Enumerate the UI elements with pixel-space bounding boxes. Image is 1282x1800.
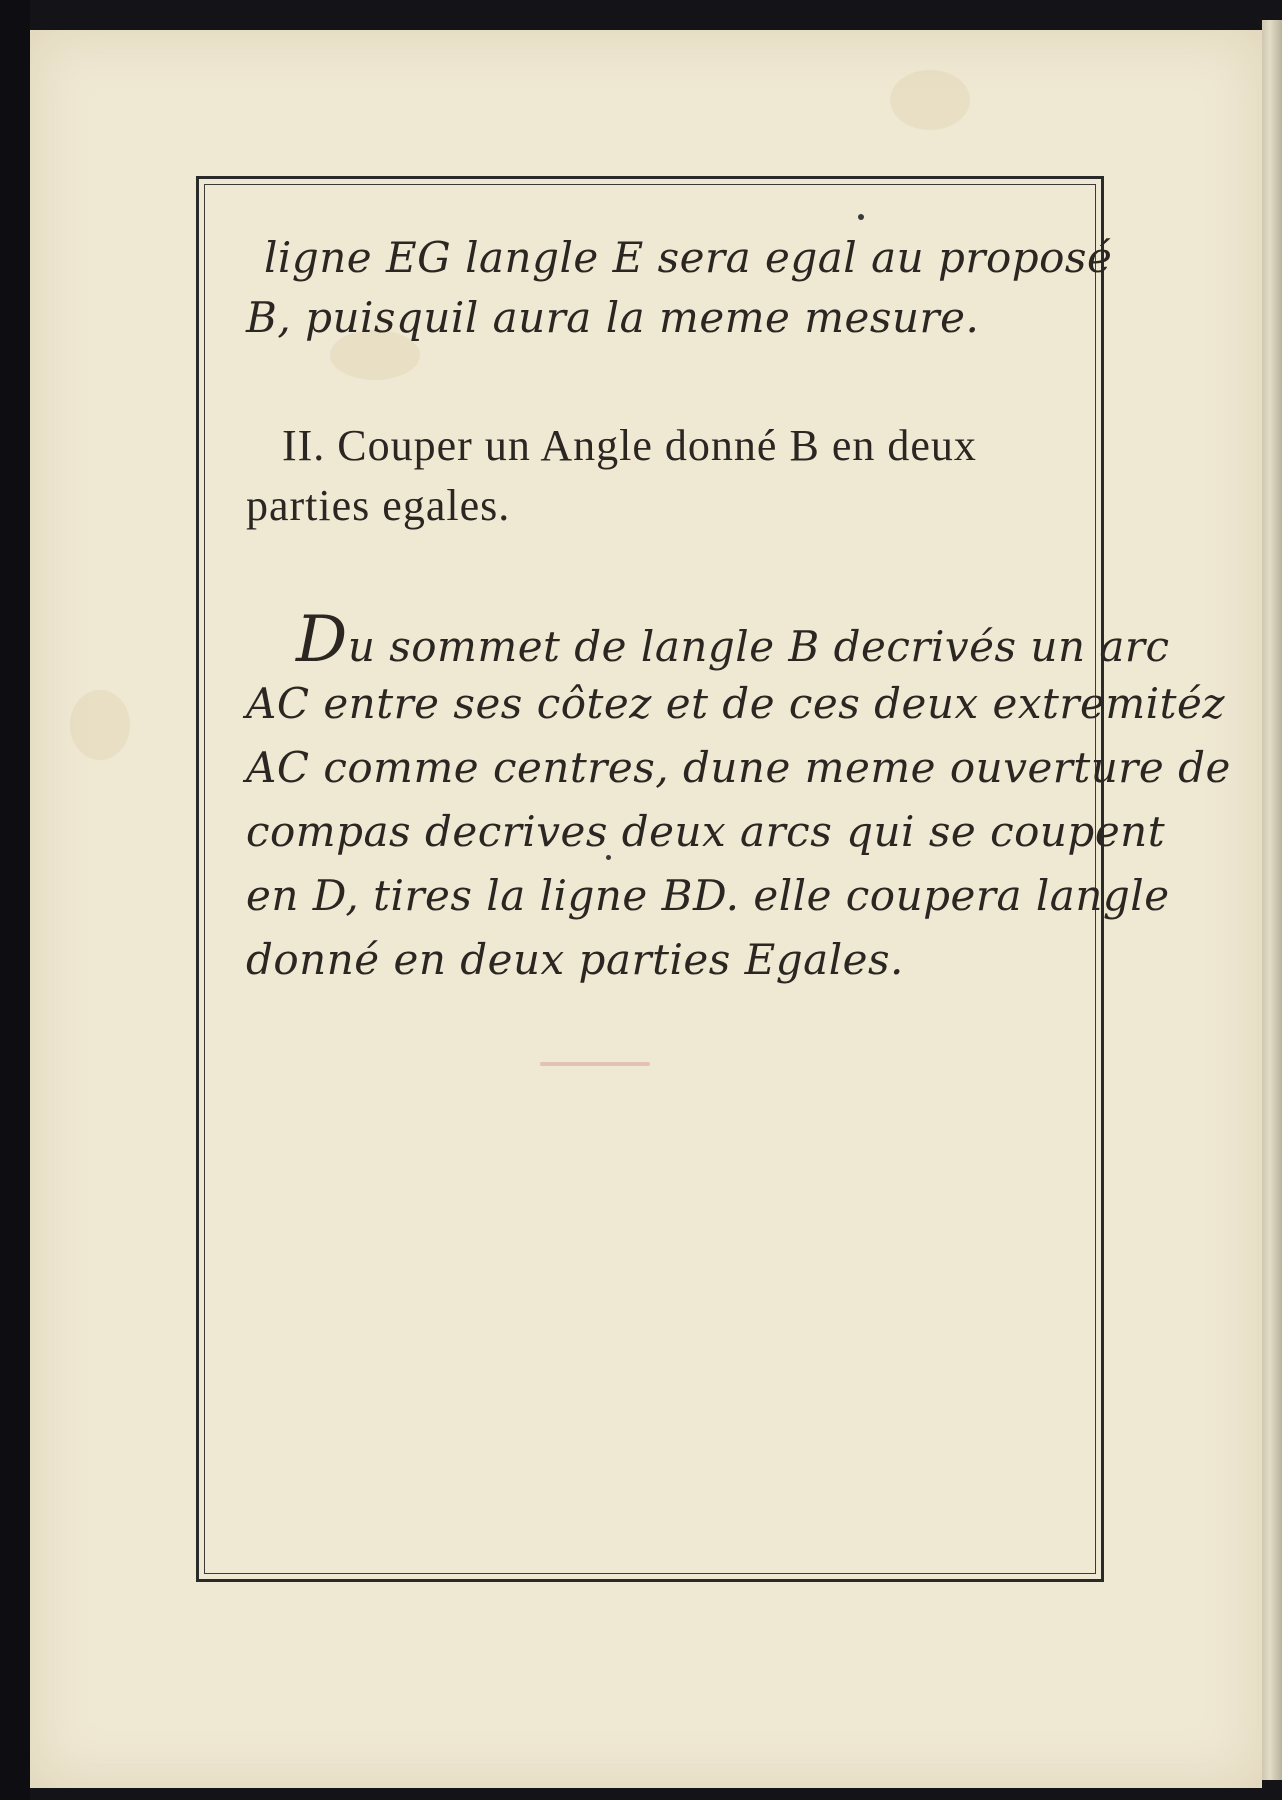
- manuscript-text: [246, 228, 1231, 992]
- text-line: ligne EG langle E sera egal au proposé: [264, 233, 1113, 282]
- paper-stain: [890, 70, 970, 130]
- text-line: donné en deux parties Egales.: [246, 935, 904, 984]
- book-spine: [0, 0, 30, 1800]
- paragraph-construction: [246, 603, 1231, 992]
- pink-ink-mark: [540, 1062, 650, 1066]
- text-line: en D, tires la ligne BD. elle coupera langle: [246, 871, 1170, 920]
- text-line: AC comme centres, dune meme ouverture de: [246, 743, 1231, 792]
- paragraph-continuation: [246, 228, 1113, 348]
- text-line-rest: u sommet de langle B decrivés un arc: [347, 622, 1170, 671]
- heading-line: parties egales.: [246, 481, 511, 530]
- heading-line: II. Couper un Angle donné B en deux: [282, 421, 977, 470]
- section-heading: [246, 416, 1086, 536]
- paragraph-gap: [246, 536, 1086, 608]
- text-line: B, puisquil aura la meme mesure.: [246, 293, 980, 342]
- text-line: AC entre ses côtez et de ces deux extremitéz: [246, 679, 1225, 728]
- next-page-edge: [1262, 20, 1282, 1780]
- paper-stain: [70, 690, 130, 760]
- text-line: compas decrives deux arcs qui se coupent: [246, 807, 1166, 856]
- decorated-initial: D: [296, 603, 348, 677]
- ink-dot: [858, 214, 864, 220]
- paragraph-gap: [246, 348, 1086, 416]
- text-line-with-initial: [246, 603, 1170, 677]
